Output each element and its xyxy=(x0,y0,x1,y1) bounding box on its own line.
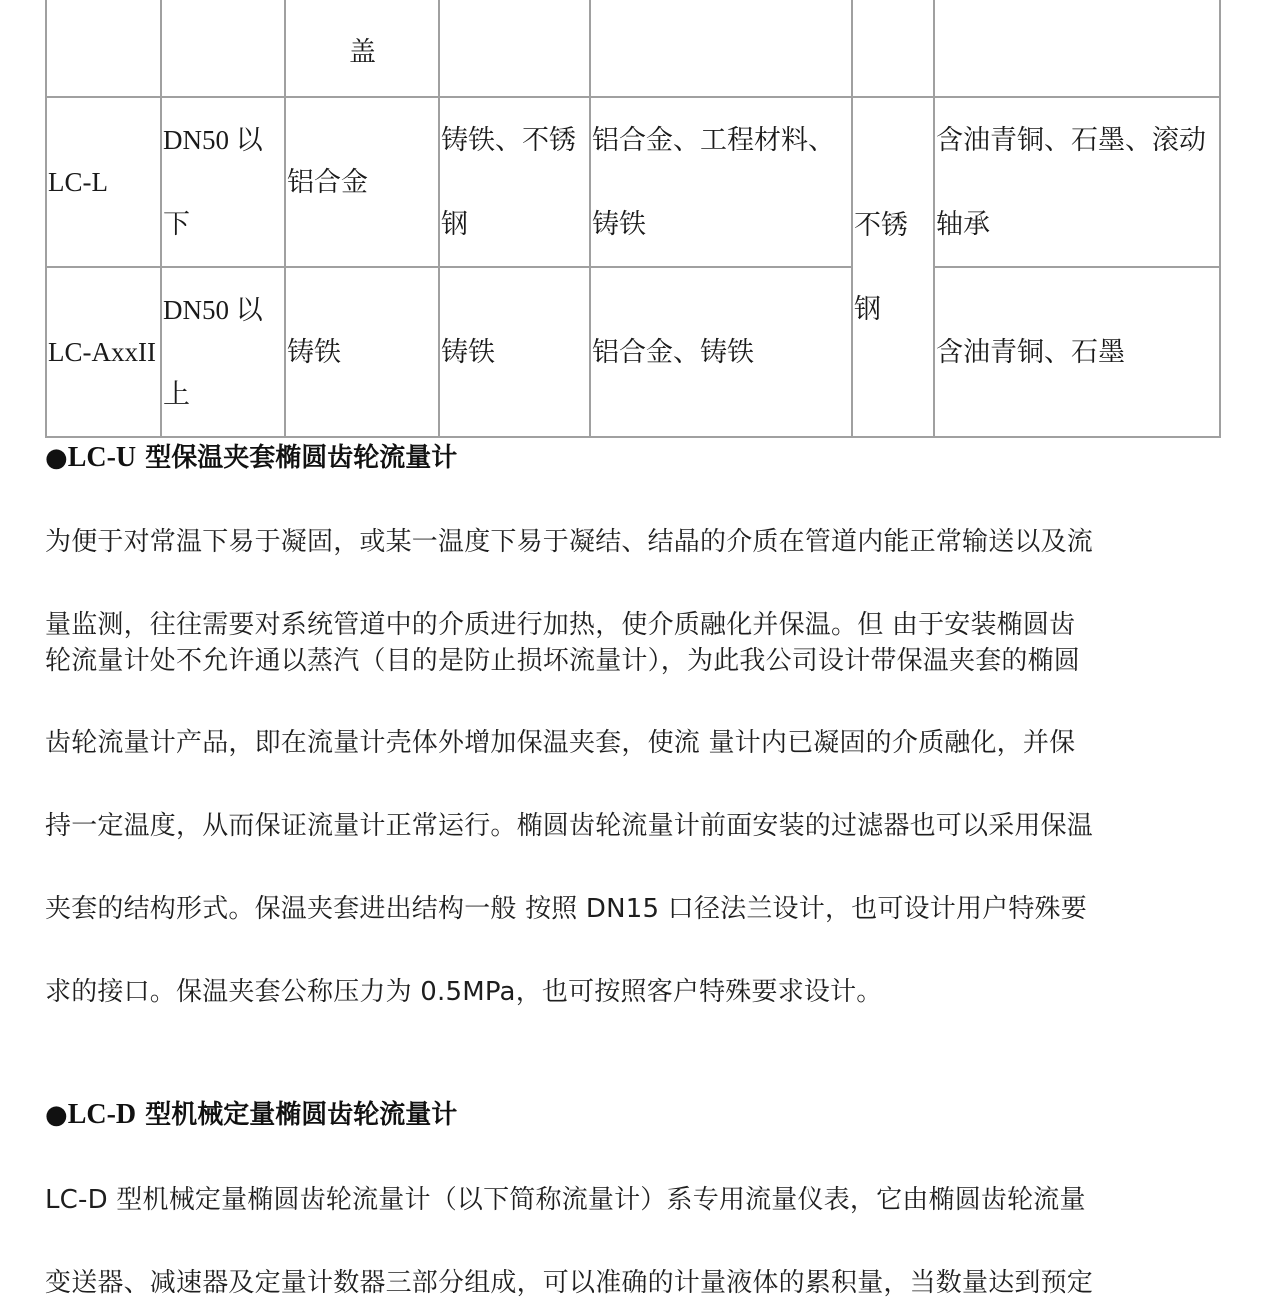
table-cell-bearing: 含油青铜、石墨 xyxy=(934,267,1220,437)
table-cell-bearing: 含油青铜、石墨、滚动轴承 xyxy=(934,97,1220,267)
paragraph-line: 持一定温度，从而保证流量计正常运行。椭圆齿轮流量计前面安装的过滤器也可以采用保温 xyxy=(45,811,1094,841)
heading-title: 型保温夹套椭圆齿轮流量计 xyxy=(145,443,458,473)
table-cell-body: 铸铁、不锈钢 xyxy=(439,97,590,267)
table-cell-gear: 铝合金、工程材料、铸铁 xyxy=(590,97,852,267)
table-cell-model: LC-AxxII xyxy=(46,267,161,437)
table-cell xyxy=(46,0,161,97)
bullet-icon: ● xyxy=(45,443,68,473)
table-cell-diameter: DN50 以下 xyxy=(161,97,285,267)
table-row xyxy=(46,97,1220,267)
table-row xyxy=(46,267,1220,437)
table-cell xyxy=(590,0,852,97)
table-cell xyxy=(161,0,285,97)
heading-title: 型机械定量椭圆齿轮流量计 xyxy=(145,1100,458,1130)
model-code: LC-U xyxy=(67,442,137,473)
paragraph-line: 齿轮流量计产品，即在流量计壳体外增加保温夹套，使流 量计内已凝固的介质融化，并保 xyxy=(45,728,1076,758)
paragraph-line: 夹套的结构形式。保温夹套进出结构一般 按照 DN15 口径法兰设计，也可设计用户特殊要 xyxy=(45,894,1087,924)
table-cell xyxy=(852,0,934,97)
table-cell-gear: 铝合金、铸铁 xyxy=(590,267,852,437)
table-cell-lid: 盖 xyxy=(285,0,439,97)
section-heading-lc-u xyxy=(45,438,457,478)
table-cell-shaft: 不锈钢 xyxy=(852,97,934,437)
section-heading-lc-d xyxy=(45,1095,457,1135)
bullet-icon: ● xyxy=(45,1100,68,1130)
paragraph-line: 为便于对常温下易于凝固，或某一温度下易于凝结、结晶的介质在管道内能正常输送以及流 xyxy=(45,527,1094,557)
table-cell-model: LC-L xyxy=(46,97,161,267)
paragraph-line: LC-D 型机械定量椭圆齿轮流量计（以下简称流量计）系专用流量仪表，它由椭圆齿轮流量 xyxy=(45,1185,1086,1215)
table-cell-diameter: DN50 以上 xyxy=(161,267,285,437)
table-cell-body: 铸铁 xyxy=(439,267,590,437)
table-cell-cover: 铸铁 xyxy=(285,267,439,437)
table-cell xyxy=(934,0,1220,97)
model-code: LC-D xyxy=(67,1099,137,1130)
paragraph-line: 轮流量计处不允许通以蒸汽（目的是防止损坏流量计），为此我公司设计带保温夹套的椭圆 xyxy=(45,646,1081,676)
paragraph-line: 量监测，往往需要对系统管道中的介质进行加热，使介质融化并保温。但 由于安装椭圆齿 xyxy=(45,610,1076,640)
paragraph-line: 求的接口。保温夹套公称压力为 0.5MPa，也可按照客户特殊要求设计。 xyxy=(45,977,883,1007)
table-cell xyxy=(439,0,590,97)
paragraph-line: 变送器、减速器及定量计数器三部分组成，可以准确的计量液体的累积量，当数量达到预定 xyxy=(45,1268,1094,1298)
table-row-header-partial xyxy=(46,0,1220,97)
material-spec-table xyxy=(45,0,1221,438)
table-cell-cover: 铝合金 xyxy=(285,97,439,267)
